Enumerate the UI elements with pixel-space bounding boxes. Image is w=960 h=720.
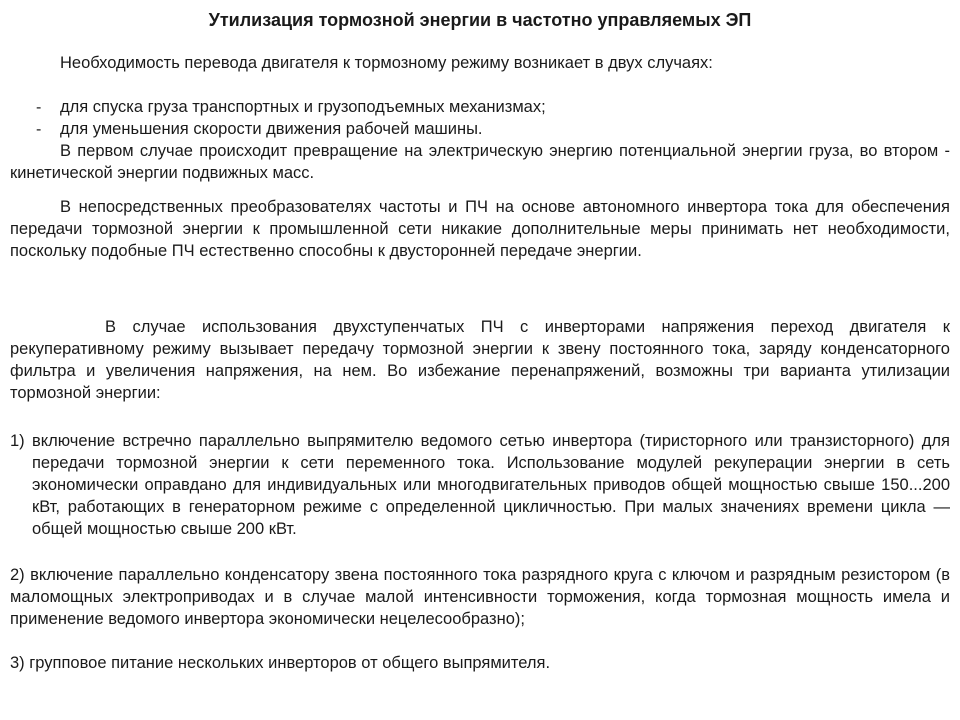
- list-item-text: включение параллельно конденсатору звена постоянного тока разрядного круга с ключом и разрядным резистором (в маломощных электроприводах и в случае малой интенсивности торможения, когда тормозная мощность имела и применение ведомого инвертора экономически нецелесообразно);: [10, 566, 950, 628]
- bullet-item-1: для спуска груза транспортных и грузоподъемных механизмах;: [60, 98, 546, 116]
- paragraph-3: В случае использования двухступенчатых ПЧ с инверторами напряжения переход двигателя к рекуперативному режиму вызывает передачу тормозной энергии к звену постоянного тока, заряду конденсаторного фильтра и увеличения напряжения, на нем. Во избежание перенапряжений, возможны три варианта утилизации тормозной энергии:: [10, 318, 950, 402]
- slide-title: Утилизация тормозной энергии в частотно управляемых ЭП: [208, 10, 752, 30]
- paragraph-1: В первом случае происходит превращение на электрическую энергию потенциальной энергии груза, во втором - кинетической энергии подвижных масс.: [10, 142, 950, 182]
- paragraph-2: В непосредственных преобразователях частоты и ПЧ на основе автономного инвертора тока для обеспечения передачи тормозной энергии к промышленной сети никакие дополнительные меры принимать нет необходимости, поскольку подобные ПЧ естественно способны к двусторонней передаче энергии.: [10, 198, 950, 260]
- bullet-dash-1: -: [36, 99, 42, 116]
- list-item-2: [10, 564, 950, 630]
- list-item-3: [10, 652, 950, 674]
- bullet-item-2: для уменьшения скорости движения рабочей машины.: [60, 120, 483, 138]
- list-item-text: включение встречно параллельно выпрямителю ведомого сетью инвертора (тиристорного или транзисторного) для передачи тормозной энергии к сети переменного тока. Использование модулей рекуперации энергии в сеть экономически оправдано для индивидуальных или многодвигательных приводов общей мощностью свыше 150...200 кВт, работающих в генераторном режиме с определенной цикличностью. При малых значениях времени цикла — общей мощностью свыше 200 кВт.: [32, 432, 950, 538]
- bullet-dash-2: -: [36, 121, 42, 138]
- intro-text: Необходимость перевода двигателя к тормозному режиму возникает в двух случаях:: [60, 54, 713, 72]
- list-item-number: 1): [10, 432, 25, 450]
- list-item-number: 2): [10, 566, 25, 584]
- list-item-number: 3): [10, 654, 25, 672]
- list-item-text: групповое питание нескольких инверторов от общего выпрямителя.: [29, 654, 551, 672]
